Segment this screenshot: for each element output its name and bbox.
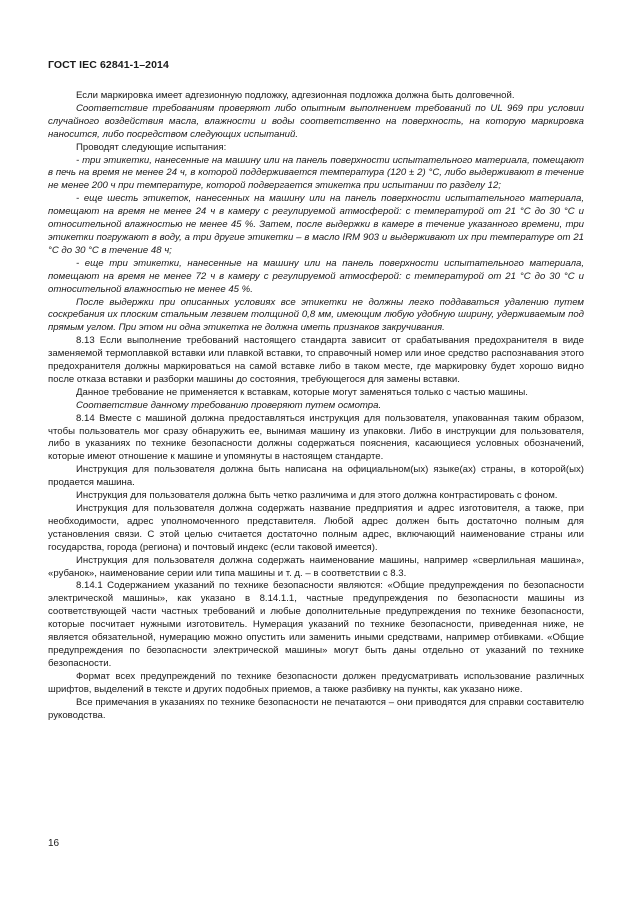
paragraph: Формат всех предупреждений по технике безопасности должен предусматривать использование различных шрифтов, выделений в тексте и других подобных приемов, а также разбивку на пункты, как указано ниже. <box>48 670 584 695</box>
paragraph: Если маркировка имеет адгезионную подложку, адгезионная подложка должна быть долговечной. <box>76 90 515 101</box>
paragraph: Инструкция для пользователя должна быть написана на официальном(ых) языке(ах) страны, в которой(ых) продается машина. <box>48 464 584 489</box>
document-header: ГОСТ IEC 62841-1–2014 <box>48 59 169 71</box>
page-number: 16 <box>48 838 60 849</box>
paragraph: Проводят следующие испытания: <box>76 141 227 153</box>
paragraph: Данное требование не применяется к вставкам, которые могут заменяться только с частью машины. <box>76 386 528 398</box>
paragraph: 8.14 Вместе с машиной должна предоставляться инструкция для пользователя, упакованная таким образом, чтобы пользователь мог сразу обнаружить ее, вынимая машину из упаковки. Либо в инструкции для пользователя, либо в указаниях по технике безопасности должны содержаться пояснения, касающиеся условных обозначений, которые имеют отношение к машине и упомянуты в настоящем стандарте. <box>48 412 584 463</box>
paragraph: Соответствие требованиям проверяют либо опытным выполнением требований по UL 969 при условии случайного воздействия масла, влажности и воды соответственно на поверхность, на которую маркировка наносится, либо посредством следующих испытаний. <box>48 102 584 140</box>
document-body <box>48 90 584 722</box>
paragraph: Инструкция для пользователя должна содержать название предприятия и адрес изготовителя, а также, при необходимости, адрес уполномоченного представителя. Любой адрес должен быть достаточно полным для установления связи. С этой целью считается достаточно полным адрес, включающий наименование страны или государства, города (региона) и почтовый индекс (если таковой имеется). <box>48 503 584 553</box>
paragraph: 8.14.1 Содержанием указаний по технике безопасности являются: «Общие предупреждения по безопасности электрической машины», как указано в 8.14.1.1, частные предупреждения по безопасности машины из соответствующей части частных требований и любые дополнительные предупреждения по технике безопасности, которые посчитает нужными изготовитель. Нумерация указаний по технике безопасности, приведенная ниже, не является обязательной, нумерацию можно опустить или заменить иными средствами, например отбивками. «Общие предупреждения по безопасности электрической машины» могут быть даны отдельно от указаний по технике безопасности. <box>48 580 584 669</box>
paragraph: - еще шесть этикеток, нанесенных на машину или на панель поверхности испытательного материала, помещают на время не менее 24 ч в камеру с регулируемой атмосферой: с температурой от 21 °C до 30 °C и относительной влажностью не менее 45 %. Затем, после выдержки в камере в течение указанного времени, три этикетки погружают в воду, а три другие этикетки – в масло IRM 903 и выдерживают их при температуре от 21 °C до 30 °C в течение 48 ч; <box>48 193 584 256</box>
paragraph: Инструкция для пользователя должна быть четко различима и для этого должна контрастировать с фоном. <box>76 490 558 502</box>
paragraph: - три этикетки, нанесенные на машину или на панель поверхности испытательного материала, помещают в печь на время не менее 24 ч, в которой поддерживается температура (120 ± 2) °C, либо выдерживают в течение не менее 200 ч при температуре, которой подвергается этикетка при испытании по разделу 12; <box>48 154 584 192</box>
paragraph: 8.13 Если выполнение требований настоящего стандарта зависит от срабатывания предохранителя в виде заменяемой термоплавкой вставки или плавкой вставки, то справочный номер или иное средство распознавания этого предохранителя должны маркироваться на самой вставке либо в таком месте, где маркировку будет хорошо видно после отказа вставки и разборки машины до состояния, требующегося для замены вставки. <box>48 335 584 385</box>
paragraph: Соответствие данному требованию проверяют путем осмотра. <box>76 399 382 411</box>
paragraph: Инструкция для пользователя должна содержать наименование машины, например «сверлильная машина», «рубанок», наименование серии или типа машины и т. д. – в соответствии с 8.3. <box>48 554 584 579</box>
paragraph: Все примечания в указаниях по технике безопасности не печатаются – они приводятся для справки составителю руководства. <box>48 696 584 721</box>
paragraph: - еще три этикетки, нанесенные на машину или на панель поверхности испытательного материала, помещают на время не менее 72 ч в камеру с регулируемой атмосферой: с температурой от 21 °C до 30 °C и относительной влажностью не менее 45 %. <box>48 257 584 295</box>
paragraph: После выдержки при описанных условиях все этикетки не должны легко поддаваться удалению путем соскребания их плоским стальным лезвием толщиной 0,8 мм, имеющим любую удобную ширину, удерживаемым под прямым углом. При этом ни одна этикетка не должна иметь признаков закручивания. <box>48 296 584 334</box>
